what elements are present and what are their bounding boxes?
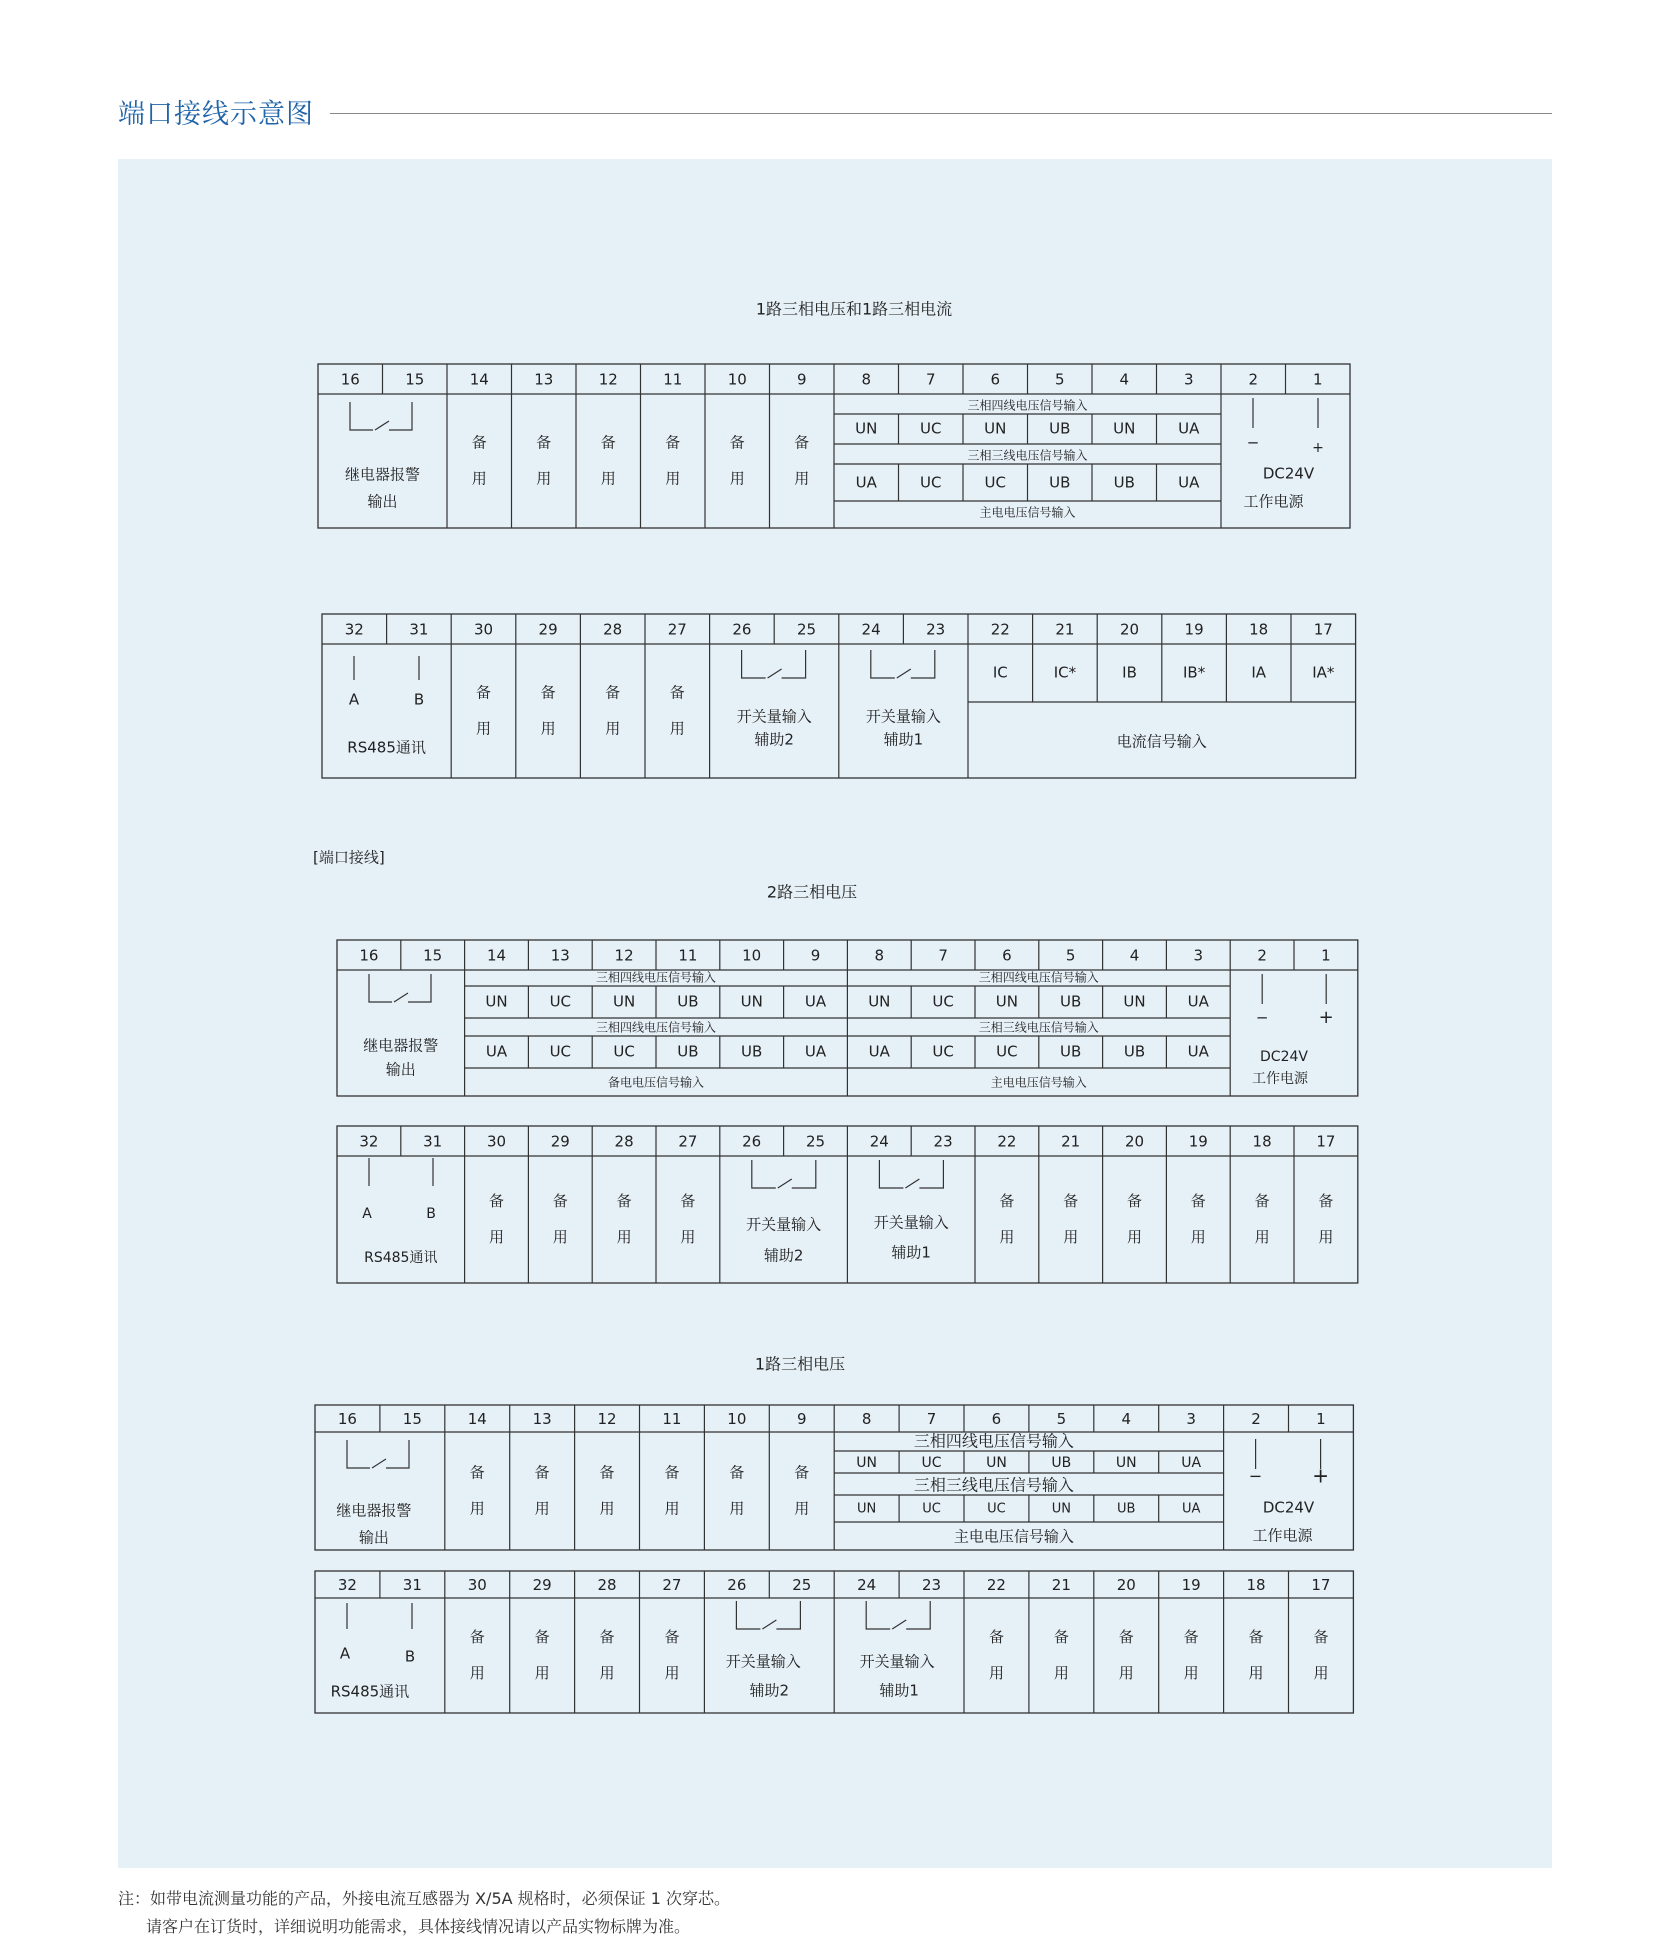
diagram3-title: 1路三相电压: [754, 1354, 846, 1374]
diagram1-bottom-spare-28-yong: 用: [605, 719, 621, 738]
diagram3-bottom-terminal-19: 19: [1181, 1576, 1201, 1594]
diagram3-aux2-relay: [736, 1601, 800, 1629]
diagram1-4w-header: 三相四线电压信号输入: [967, 398, 1088, 413]
diagram2-main-3w-header: 三相三线电压信号输入: [978, 1020, 1099, 1035]
diagram2-bottom-terminal-20: 20: [1124, 1132, 1145, 1151]
diagram2-bottom-spare-27-bei: 备: [680, 1192, 696, 1210]
diagram2-terminal-16: 16: [359, 946, 379, 965]
diagram1-aux1-relay: [871, 650, 935, 678]
diagram2-bottom-spare-18-yong: 用: [1254, 1228, 1270, 1246]
diagram3-bottom-spare-28-bei: 备: [599, 1628, 615, 1646]
diagram2-4w-8: UN: [995, 992, 1019, 1011]
diagram3-bottom-spare-17-bei: 备: [1313, 1628, 1329, 1646]
diagram3-bottom-spare-27-yong: 用: [664, 1664, 680, 1682]
diagram2-bottom-spare-20-bei: 备: [1126, 1192, 1143, 1210]
diagram1-terminal-12: 12: [598, 370, 618, 389]
diagram3-bottom-spare-19-yong: 用: [1183, 1664, 1199, 1682]
diagram1-bottom-spare-27-bei: 备: [669, 683, 685, 702]
diagram1-terminal-14: 14: [469, 370, 489, 389]
diagram3-bottom-spare-19-bei: 备: [1183, 1628, 1199, 1646]
diagram3-bottom-terminal-21: 21: [1051, 1576, 1071, 1594]
diagram3-bottom-terminal-20: 20: [1116, 1576, 1136, 1594]
diagram2-terminal-10: 10: [742, 946, 762, 965]
diagram1-terminal-13: 13: [534, 370, 554, 389]
diagram3-bottom-terminal-23: 23: [922, 1576, 942, 1594]
diagram3-4w-header: 三相四线电压信号输入: [913, 1431, 1074, 1451]
diagram1-power: 工作电源: [1243, 492, 1304, 511]
diagram2-aux2-relay: [752, 1160, 816, 1188]
diagram1-3w-0: UA: [855, 473, 877, 492]
diagram2-3w-3: UB: [677, 1042, 699, 1061]
diagram3-spare-14-bei: 备: [469, 1463, 485, 1482]
diagram1-3w-2: UC: [984, 473, 1006, 492]
diagram1-terminal-10: 10: [727, 370, 747, 389]
diagram3-bottom-spare-29-bei: 备: [534, 1628, 550, 1646]
diagram1-main-voltage: 主电电压信号输入: [979, 505, 1076, 520]
diagram3-plus: +: [1312, 1463, 1329, 1488]
diagram2-bottom-terminal-30: 30: [486, 1132, 507, 1151]
diagram3-bottom-spare-22-bei: 备: [988, 1628, 1004, 1646]
diagram2-bottom-spare-17-yong: 用: [1318, 1228, 1334, 1246]
diagram1-3w-1: UC: [920, 473, 942, 492]
diagram3-terminal-16: 16: [337, 1410, 357, 1428]
diagram3-4w-2: UN: [986, 1455, 1007, 1471]
diagram2-bottom-terminal-25: 25: [805, 1132, 826, 1151]
diagram3-bottom-spare-27-bei: 备: [664, 1628, 680, 1646]
diagram1-terminal-6: 6: [990, 370, 1001, 389]
diagram2-4w-7: UC: [932, 992, 954, 1011]
diagram3-terminal-8: 8: [861, 1410, 872, 1428]
diagram3-bottom-spare-18-bei: 备: [1248, 1628, 1264, 1646]
diagram3-spare-14-yong: 用: [469, 1499, 485, 1518]
diagram3-spare-11-bei: 备: [664, 1463, 680, 1482]
diagram3-spare-13-yong: 用: [534, 1499, 550, 1518]
diagram1-relay-symbol: [350, 402, 412, 430]
diagram2-terminal-12: 12: [614, 946, 634, 965]
diagram2-3w-6: UA: [868, 1042, 890, 1061]
diagram3-bottom-spare-20-bei: 备: [1118, 1628, 1134, 1646]
diagram1-bottom-terminal-20: 20: [1119, 620, 1140, 639]
diagram1-bottom-terminal-25: 25: [796, 620, 817, 639]
diagram2-dc24v: DC24V: [1260, 1049, 1308, 1065]
diagram1-bottom-spare-27-yong: 用: [669, 719, 685, 738]
diagram1-terminal-5: 5: [1054, 370, 1065, 389]
diagram1-current-4: IA: [1251, 663, 1267, 682]
diagram2-4w-3: UB: [677, 992, 699, 1011]
diagram1-spare-9-yong: 用: [794, 469, 810, 488]
diagram1-terminal-7: 7: [925, 370, 936, 389]
note-line-1: 注：如带电流测量功能的产品，外接电流互感器为 X/5A 规格时，必须保证 1 次穿芯。: [118, 1889, 731, 1908]
diagram1-bottom-terminal-18: 18: [1249, 620, 1269, 639]
diagram2-bottom-terminal-22: 22: [997, 1132, 1017, 1151]
diagram1-4w-5: UA: [1178, 419, 1200, 438]
diagram1-spare-12-bei: 备: [600, 433, 616, 452]
diagram2-relay-symbol: [369, 974, 431, 1002]
diagram2-backup-voltage: 备电电压信号输入: [607, 1075, 705, 1090]
diagram2-aux1-relay: [879, 1160, 943, 1188]
diagram3-aux2-label: 辅助2: [749, 1681, 790, 1700]
diagram3-dc24v: DC24V: [1262, 1498, 1315, 1517]
diagram3-spare-10-yong: 用: [729, 1499, 745, 1518]
diagram1-terminal-8: 8: [861, 370, 872, 389]
diagram3-bottom-spare-21-bei: 备: [1053, 1628, 1069, 1646]
diagram3-terminal-2: 2: [1251, 1410, 1261, 1428]
diagram1-relay-label: 继电器报警: [344, 465, 421, 484]
diagram3-3w-4: UB: [1117, 1501, 1136, 1517]
diagram1-aux2-relay: [742, 650, 806, 678]
diagram1-spare-14-bei: 备: [471, 433, 487, 452]
diagram1-rs485-b: B: [413, 690, 425, 709]
diagram3-4w-5: UA: [1181, 1455, 1202, 1471]
diagram2-3w-0: UA: [485, 1042, 508, 1061]
diagram1-3w-3: UB: [1049, 473, 1071, 492]
diagram2-backup-4w-header: 三相四线电压信号输入: [595, 970, 717, 985]
diagram3-terminal-15: 15: [402, 1410, 422, 1428]
diagram2-bottom-spare-19-bei: 备: [1190, 1192, 1206, 1210]
diagram2-bottom-spare-19-yong: 用: [1190, 1228, 1206, 1246]
diagram2-3w-5: UA: [804, 1042, 827, 1061]
diagram3-relay-label: 继电器报警: [336, 1501, 412, 1520]
diagram3-bottom-terminal-18: 18: [1246, 1576, 1266, 1594]
diagram2-aux1-label: 辅助1: [891, 1243, 931, 1262]
diagram3-relay-symbol: [347, 1440, 409, 1468]
diagram1-bottom-terminal-17: 17: [1313, 620, 1333, 639]
diagram1-bottom-spare-29-yong: 用: [540, 719, 556, 738]
diagram3-4w-4: UN: [1115, 1455, 1137, 1471]
diagram2-bottom-spare-29-bei: 备: [552, 1192, 568, 1210]
diagram2-backup-3w-header: 三相四线电压信号输入: [595, 1020, 717, 1035]
diagram2-3w-7: UC: [932, 1042, 954, 1061]
diagram3-3w-0: UN: [857, 1501, 877, 1517]
diagram3-spare-13-bei: 备: [534, 1463, 550, 1482]
diagram1-bottom-spare-29-bei: 备: [540, 683, 556, 702]
diagram2-terminal-9: 9: [810, 946, 821, 965]
diagram3-terminal-14: 14: [467, 1410, 487, 1428]
diagram1-terminal-3: 3: [1183, 370, 1194, 389]
diagram1-4w-4: UN: [1113, 419, 1136, 438]
diagram2-4w-1: UC: [549, 992, 572, 1011]
diagram1-spare-13-yong: 用: [536, 469, 552, 488]
diagram3-bottom-terminal-27: 27: [662, 1576, 682, 1594]
diagram2-title: 2路三相电压: [766, 882, 858, 902]
diagram1-spare-11-yong: 用: [665, 469, 681, 488]
diagram1-dc24v: DC24V: [1262, 464, 1315, 483]
diagram3-3w-1: UC: [922, 1501, 941, 1517]
diagram3-terminal-4: 4: [1121, 1410, 1132, 1428]
diagram1-spare-12-yong: 用: [600, 469, 616, 488]
diagram2-bottom-spare-22-bei: 备: [999, 1192, 1015, 1210]
diagram2-bottom-spare-17-bei: 备: [1318, 1192, 1334, 1210]
diagram3-terminal-11: 11: [662, 1410, 682, 1428]
diagram2-terminal-8: 8: [874, 946, 885, 965]
diagram1-aux2-switch: 开关量输入: [736, 707, 812, 726]
diagram1-relay-output: 输出: [367, 492, 398, 511]
diagram3-bottom-spare-20-yong: 用: [1118, 1664, 1134, 1682]
diagram2-bottom-terminal-19: 19: [1188, 1132, 1208, 1151]
diagram2-bottom-spare-18-bei: 备: [1254, 1192, 1270, 1210]
diagram1-terminal-1: 1: [1312, 370, 1323, 389]
diagram2-4w-11: UA: [1187, 992, 1209, 1011]
note-line-2: 请客户在订货时，详细说明功能需求，具体接线情况请以产品实物标牌为准。: [146, 1917, 691, 1936]
diagram2-bottom-terminal-21: 21: [1061, 1132, 1081, 1151]
diagram2-bottom-terminal-24: 24: [869, 1132, 889, 1151]
diagram2-3w-9: UB: [1060, 1042, 1082, 1061]
diagram2-bottom-terminal-32: 32: [359, 1132, 379, 1151]
diagram2-4w-0: UN: [485, 992, 508, 1011]
diagram2-bottom-terminal-31: 31: [423, 1132, 443, 1151]
diagram2-terminal-14: 14: [486, 946, 507, 965]
diagram2-3w-2: UC: [613, 1042, 635, 1061]
diagram2-rs485-b: B: [426, 1206, 436, 1222]
diagram3-bottom-terminal-25: 25: [792, 1576, 812, 1594]
diagram1-current-label: 电流信号输入: [1116, 732, 1207, 751]
diagram1-terminal-11: 11: [663, 370, 683, 389]
diagram2-3w-8: UC: [996, 1042, 1018, 1061]
diagram2-bottom-terminal-29: 29: [550, 1132, 570, 1151]
diagram2-terminal-6: 6: [1002, 946, 1012, 965]
diagram2-4w-5: UA: [804, 992, 827, 1011]
diagram3-4w-0: UN: [856, 1455, 878, 1471]
diagram3-terminal-5: 5: [1056, 1410, 1067, 1428]
diagram3-4w-1: UC: [921, 1455, 942, 1471]
diagram2-relay-output: 输出: [385, 1060, 416, 1079]
diagram1-spare-10-bei: 备: [729, 433, 745, 452]
diagram1-current-0: IC: [992, 663, 1008, 682]
diagram1-bottom-terminal-22: 22: [990, 620, 1010, 639]
diagram3-bottom-spare-22-yong: 用: [988, 1664, 1004, 1682]
diagram3-bottom-terminal-24: 24: [857, 1576, 877, 1594]
diagram3-aux1-switch: 开关量输入: [859, 1652, 935, 1671]
diagram2-terminal-4: 4: [1129, 946, 1140, 965]
diagram3-3w-3: UN: [1051, 1501, 1071, 1517]
diagram3-bottom-spare-29-yong: 用: [534, 1664, 550, 1682]
diagram2-4w-4: UN: [740, 992, 763, 1011]
diagram3-bottom-terminal-22: 22: [986, 1576, 1006, 1594]
diagram3-terminal-3: 3: [1186, 1410, 1196, 1428]
diagram1-3w-header: 三相三线电压信号输入: [967, 448, 1088, 463]
diagram1-terminal-2: 2: [1248, 370, 1259, 389]
diagram3-aux2-switch: 开关量输入: [725, 1652, 801, 1671]
diagram3-spare-10-bei: 备: [729, 1463, 745, 1482]
diagram2-bottom-spare-30-bei: 备: [488, 1192, 505, 1210]
diagram2-main-4w-header: 三相四线电压信号输入: [978, 970, 1099, 985]
diagram2-plus: +: [1318, 1007, 1334, 1028]
diagram2-power: 工作电源: [1252, 1071, 1308, 1087]
diagram1-bottom-terminal-23: 23: [926, 620, 946, 639]
diagram3-rs485-a: A: [339, 1644, 351, 1663]
diagram2-terminal-11: 11: [678, 946, 698, 965]
diagram2-terminal-7: 7: [938, 946, 948, 965]
port-wiring-label: [端口接线]: [313, 848, 385, 867]
diagram2-4w-6: UN: [868, 992, 891, 1011]
diagram3-bottom-terminal-17: 17: [1311, 1576, 1331, 1594]
diagram1-terminal-15: 15: [405, 370, 425, 389]
diagram2-terminal-3: 3: [1193, 946, 1204, 965]
diagram3-rs485-b: B: [404, 1647, 416, 1666]
diagram1-rs485-a: A: [348, 690, 360, 709]
diagram2-bottom-spare-20-yong: 用: [1126, 1228, 1143, 1246]
diagram1-minus: −: [1246, 433, 1260, 452]
diagram1-current-5: IA*: [1312, 663, 1335, 682]
diagram1-bottom-spare-30-bei: 备: [475, 683, 492, 702]
diagram3-terminal-9: 9: [796, 1410, 807, 1428]
diagram2-relay-label: 继电器报警: [363, 1036, 439, 1055]
diagram2-terminal-15: 15: [423, 946, 443, 965]
diagram3-bottom-terminal-31: 31: [402, 1576, 422, 1594]
diagram3-3w-header: 三相三线电压信号输入: [913, 1475, 1074, 1495]
diagram3-relay-output: 输出: [358, 1528, 389, 1547]
diagram3-bottom-terminal-30: 30: [467, 1576, 487, 1594]
diagram2-4w-10: UN: [1123, 992, 1146, 1011]
diagram1-3w-4: UB: [1113, 473, 1135, 492]
diagram2-bottom-spare-28-bei: 备: [616, 1192, 632, 1210]
diagram3-spare-9-bei: 备: [794, 1463, 810, 1482]
diagram1-bottom-terminal-26: 26: [732, 620, 752, 639]
diagram1-bottom-terminal-21: 21: [1055, 620, 1075, 639]
diagram1-rs485-label: RS485通讯: [347, 738, 426, 757]
diagram2-bottom-terminal-18: 18: [1252, 1132, 1272, 1151]
diagram1-spare-9-bei: 备: [794, 433, 810, 452]
diagram2-bottom-spare-21-bei: 备: [1063, 1192, 1079, 1210]
diagram1-bottom-terminal-32: 32: [344, 620, 364, 639]
diagram1-plus: +: [1312, 440, 1324, 456]
diagram1-terminal-16: 16: [340, 370, 360, 389]
diagram3-minus: −: [1248, 1466, 1263, 1486]
diagram3-bottom-terminal-28: 28: [597, 1576, 617, 1594]
diagram3-terminal-10: 10: [727, 1410, 747, 1428]
diagram1-aux2-label: 辅助2: [754, 730, 794, 749]
diagram1-spare-13-bei: 备: [536, 433, 552, 452]
diagram2-rs485-label: RS485通讯: [364, 1250, 438, 1266]
diagram1-4w-0: UN: [855, 419, 878, 438]
diagram3-bottom-terminal-29: 29: [532, 1576, 552, 1594]
diagram2-aux2-switch: 开关量输入: [746, 1215, 822, 1234]
diagram2-bottom-spare-29-yong: 用: [552, 1228, 568, 1246]
diagram2-terminal-2: 2: [1257, 946, 1267, 965]
diagram2-4w-2: UN: [612, 992, 636, 1011]
diagram3-terminal-12: 12: [597, 1410, 617, 1428]
diagram1-aux1-switch: 开关量输入: [865, 707, 941, 726]
diagram2-3w-1: UC: [549, 1042, 572, 1061]
diagram2-3w-4: UB: [741, 1042, 763, 1061]
diagram1-4w-3: UB: [1049, 419, 1071, 438]
diagram3-spare-12-yong: 用: [599, 1499, 615, 1518]
diagram3-bottom-spare-21-yong: 用: [1053, 1664, 1069, 1682]
diagram1-bottom-terminal-19: 19: [1184, 620, 1204, 639]
diagram2-terminal-5: 5: [1065, 946, 1076, 965]
diagram1-terminal-9: 9: [796, 370, 807, 389]
diagram2-4w-9: UB: [1060, 992, 1082, 1011]
diagram3-3w-5: UA: [1181, 1501, 1201, 1517]
diagram2-bottom-terminal-23: 23: [933, 1132, 953, 1151]
diagram2-bottom-spare-21-yong: 用: [1063, 1228, 1079, 1246]
diagram1-3w-5: UA: [1178, 473, 1200, 492]
diagram3-bottom-terminal-26: 26: [727, 1576, 747, 1594]
diagram3-bottom-spare-18-yong: 用: [1248, 1664, 1264, 1682]
diagram2-terminal-13: 13: [550, 946, 570, 965]
diagram1-bottom-terminal-30: 30: [473, 620, 494, 639]
diagram3-spare-11-yong: 用: [664, 1499, 680, 1518]
diagram1-4w-2: UN: [984, 419, 1007, 438]
diagram1-bottom-terminal-24: 24: [861, 620, 881, 639]
diagram2-terminal-1: 1: [1321, 946, 1331, 965]
diagram1-bottom-spare-30-yong: 用: [475, 719, 492, 738]
diagram1-title: 1路三相电压和1路三相电流: [755, 299, 953, 319]
diagram2-main-voltage: 主电电压信号输入: [990, 1075, 1087, 1090]
diagram3-terminal-13: 13: [532, 1410, 552, 1428]
diagram2-rs485-a: A: [362, 1206, 372, 1222]
page-title: 端口接线示意图: [118, 99, 314, 130]
diagram1-bottom-terminal-28: 28: [603, 620, 623, 639]
diagram2-bottom-terminal-26: 26: [742, 1132, 762, 1151]
diagram1-spare-10-yong: 用: [729, 469, 745, 488]
diagram3-aux1-relay: [866, 1601, 930, 1629]
diagram3-bottom-spare-28-yong: 用: [599, 1664, 615, 1682]
diagram3-bottom-terminal-32: 32: [337, 1576, 357, 1594]
diagram1-aux1-label: 辅助1: [883, 730, 924, 749]
diagram2-bottom-spare-22-yong: 用: [999, 1228, 1015, 1246]
diagram1-current-3: IB*: [1182, 663, 1206, 682]
diagram2-bottom-spare-28-yong: 用: [616, 1228, 632, 1246]
diagram1-bottom-spare-28-bei: 备: [605, 683, 621, 702]
diagram2-aux1-switch: 开关量输入: [873, 1213, 949, 1232]
diagram2-bottom-spare-30-yong: 用: [488, 1228, 505, 1246]
diagram2-minus: −: [1255, 1008, 1269, 1027]
diagram3-main-voltage: 主电电压信号输入: [953, 1527, 1074, 1546]
diagram3-spare-12-bei: 备: [599, 1463, 615, 1482]
diagram1-bottom-terminal-29: 29: [538, 620, 558, 639]
diagram1-4w-1: UC: [920, 419, 942, 438]
diagram2-3w-11: UA: [1187, 1042, 1209, 1061]
diagram3-aux1-label: 辅助1: [879, 1681, 919, 1700]
diagram3-3w-2: UC: [987, 1501, 1006, 1517]
diagram3-terminal-6: 6: [991, 1410, 1002, 1428]
diagram3-bottom-spare-30-yong: 用: [469, 1664, 485, 1682]
diagram3-spare-9-yong: 用: [794, 1499, 810, 1518]
diagram2-aux2-label: 辅助2: [763, 1246, 804, 1265]
diagram1-current-2: IB: [1122, 663, 1137, 682]
diagram1-current-1: IC*: [1053, 663, 1077, 682]
diagram3-4w-3: UB: [1051, 1455, 1072, 1471]
diagram3-bottom-spare-30-bei: 备: [469, 1628, 485, 1646]
diagram3-power: 工作电源: [1252, 1526, 1313, 1545]
diagram1-bottom-terminal-31: 31: [409, 620, 429, 639]
diagram3-terminal-1: 1: [1316, 1410, 1326, 1428]
diagram2-bottom-terminal-17: 17: [1316, 1132, 1336, 1151]
diagram3-bottom-spare-17-yong: 用: [1313, 1664, 1329, 1682]
diagram1-spare-11-bei: 备: [665, 433, 681, 452]
diagram2-bottom-spare-27-yong: 用: [680, 1228, 696, 1246]
diagram2-3w-10: UB: [1123, 1042, 1146, 1061]
diagram3-terminal-7: 7: [926, 1410, 937, 1428]
diagram2-bottom-terminal-27: 27: [678, 1132, 698, 1151]
diagram3-rs485-label: RS485通讯: [330, 1682, 410, 1701]
diagram2-bottom-terminal-28: 28: [614, 1132, 634, 1151]
diagram1-bottom-terminal-27: 27: [667, 620, 687, 639]
diagram1-terminal-4: 4: [1119, 370, 1130, 389]
diagram1-spare-14-yong: 用: [471, 469, 487, 488]
